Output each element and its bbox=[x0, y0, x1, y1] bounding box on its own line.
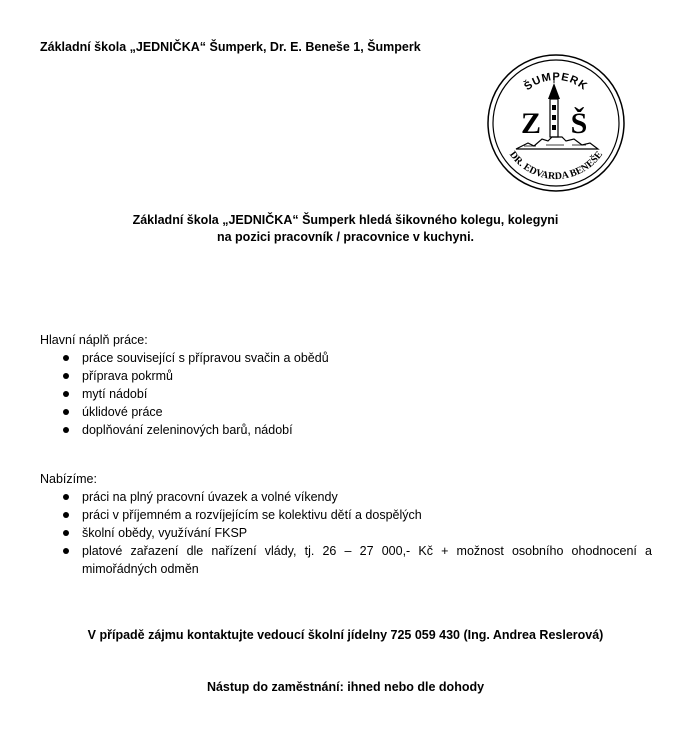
headline-line-2: na pozici pracovník / pracovnice v kuchyni. bbox=[216, 230, 475, 244]
headline-line-1: Základní škola „JEDNIČKA“ Šumperk hledá šikovného kolegu, kolegyni bbox=[132, 213, 559, 227]
duties-section bbox=[40, 331, 652, 439]
tower-icon bbox=[548, 77, 560, 137]
list-item: práce související s přípravou svačin a obědů bbox=[40, 349, 652, 367]
school-header: Základní škola „JEDNIČKA“ Šumperk, Dr. E. Beneše 1, Šumperk bbox=[40, 40, 421, 54]
list-item: příprava pokrmů bbox=[40, 367, 652, 385]
logo-bottom-text: DR. EDVARDA BENEŠE bbox=[506, 149, 606, 183]
school-logo bbox=[486, 53, 626, 193]
offer-list bbox=[40, 488, 652, 578]
list-item: školní obědy, využívání FKSP bbox=[40, 524, 652, 542]
list-item: úklidové práce bbox=[40, 403, 652, 421]
logo-top-text: ŠUMPERK bbox=[522, 70, 590, 94]
offer-section bbox=[40, 470, 652, 578]
logo-letter-z: Z bbox=[520, 107, 542, 140]
svg-text:DR. EDVARDA BENEŠE bbox=[507, 149, 605, 182]
offer-title: Nabízíme: bbox=[40, 472, 97, 486]
contact-line: V případě zájmu kontaktujte vedoucí školní jídelny 725 059 430 (Ing. Andrea Reslerová) bbox=[87, 628, 604, 642]
list-item: práci na plný pracovní úvazek a volné víkendy bbox=[40, 488, 652, 506]
list-item: platové zařazení dle nařízení vlády, tj. 26 – 27 000,- Kč + možnost osobního ohodnocení a mimořádných odměn bbox=[40, 542, 652, 578]
list-item: mytí nádobí bbox=[40, 385, 652, 403]
list-item: práci v příjemném a rozvíjejícím se kolektivu dětí a dospělých bbox=[40, 506, 652, 524]
list-item: doplňování zeleninových barů, nádobí bbox=[40, 421, 652, 439]
duties-title: Hlavní náplň práce: bbox=[40, 333, 148, 347]
duties-list bbox=[40, 349, 652, 439]
start-line: Nástup do zaměstnání: ihned nebo dle dohody bbox=[206, 680, 485, 694]
logo-letter-s: Š bbox=[570, 107, 588, 140]
